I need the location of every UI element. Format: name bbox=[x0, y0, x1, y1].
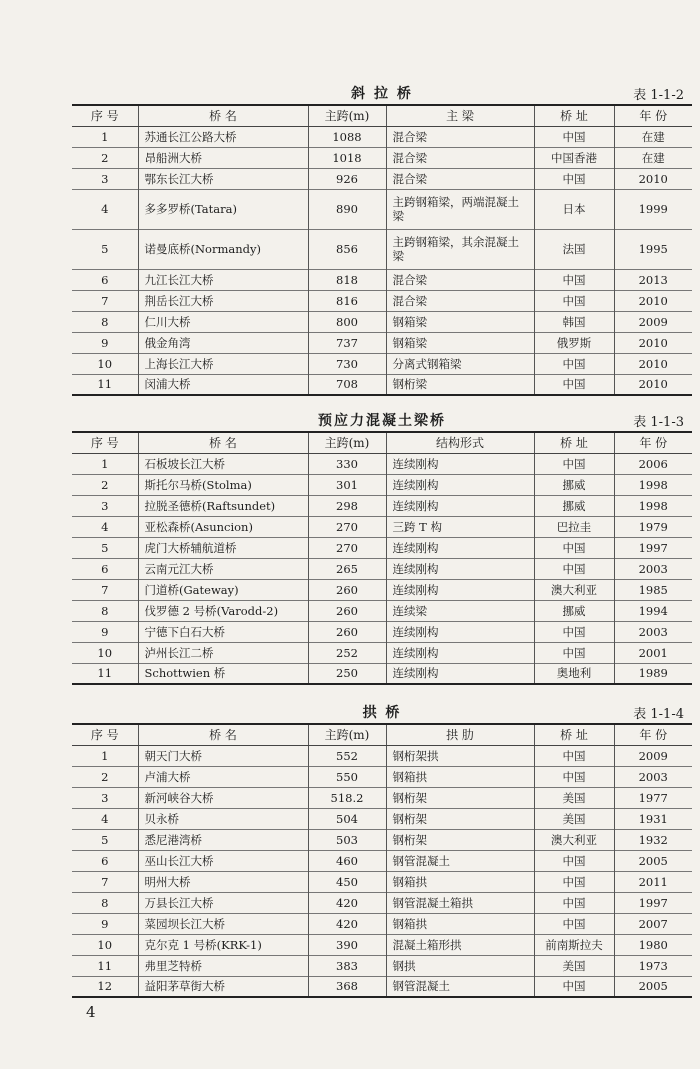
table-cell: 1994 bbox=[614, 600, 692, 621]
table-cell: 2 bbox=[72, 147, 138, 168]
table-cell: 钢管混凝土 bbox=[386, 976, 534, 997]
table-cell: 中国 bbox=[534, 621, 614, 642]
table-row bbox=[72, 537, 692, 558]
table-cell: 9 bbox=[72, 913, 138, 934]
table-cell: 连续梁 bbox=[386, 600, 534, 621]
table-cell: 4 bbox=[72, 516, 138, 537]
table-cell: 中国 bbox=[534, 892, 614, 913]
table-cell: 伐罗德 2 号桥(Varodd-2) bbox=[138, 600, 308, 621]
table-cell: 2 bbox=[72, 766, 138, 787]
table-cell: 1979 bbox=[614, 516, 692, 537]
table-section-cable-stayed bbox=[72, 78, 692, 396]
table-cell: 1088 bbox=[308, 126, 386, 147]
table-cell: 2005 bbox=[614, 850, 692, 871]
table-cell: 252 bbox=[308, 642, 386, 663]
table-cell: 亚松森桥(Asuncion) bbox=[138, 516, 308, 537]
table-cell: 1 bbox=[72, 745, 138, 766]
col-header: 年 份 bbox=[614, 724, 692, 745]
table-cell: 420 bbox=[308, 913, 386, 934]
table-cell: 1973 bbox=[614, 955, 692, 976]
table-title: 斜 拉 桥 bbox=[351, 86, 413, 102]
table-cell: 10 bbox=[72, 642, 138, 663]
table-cell: 2 bbox=[72, 474, 138, 495]
table-row bbox=[72, 934, 692, 955]
table-row bbox=[72, 474, 692, 495]
table-row bbox=[72, 766, 692, 787]
table-cell: 中国 bbox=[534, 913, 614, 934]
table-cell: 钢管混凝土 bbox=[386, 850, 534, 871]
table-cell: 连续刚构 bbox=[386, 495, 534, 516]
table-cell: 1998 bbox=[614, 495, 692, 516]
table-cell: 260 bbox=[308, 621, 386, 642]
table-row bbox=[72, 168, 692, 189]
table-cell: 6 bbox=[72, 558, 138, 579]
table-cell: 9 bbox=[72, 332, 138, 353]
table-cell: 5 bbox=[72, 829, 138, 850]
col-header: 序 号 bbox=[72, 105, 138, 126]
table-cell: 混凝土箱形拱 bbox=[386, 934, 534, 955]
table-label: 表 1-1-2 bbox=[633, 88, 684, 103]
table-cell: 巴拉圭 bbox=[534, 516, 614, 537]
table-cell: 分离式钢箱梁 bbox=[386, 353, 534, 374]
table-cell: 11 bbox=[72, 374, 138, 395]
table-cell: 460 bbox=[308, 850, 386, 871]
table-row bbox=[72, 829, 692, 850]
table-cell: 6 bbox=[72, 850, 138, 871]
table-cell: 钢桁架 bbox=[386, 787, 534, 808]
table-cell: 1977 bbox=[614, 787, 692, 808]
table-cell: 1997 bbox=[614, 537, 692, 558]
table-cell: 265 bbox=[308, 558, 386, 579]
table-header bbox=[72, 405, 692, 431]
table-cell: 800 bbox=[308, 311, 386, 332]
prestressed-concrete-bridge-table bbox=[72, 431, 692, 685]
table-row bbox=[72, 558, 692, 579]
col-header: 序 号 bbox=[72, 432, 138, 453]
table-cell: 12 bbox=[72, 976, 138, 997]
table-cell: 弗里芝特桥 bbox=[138, 955, 308, 976]
table-cell: 301 bbox=[308, 474, 386, 495]
table-row bbox=[72, 871, 692, 892]
table-cell: 11 bbox=[72, 663, 138, 684]
table-cell: 1985 bbox=[614, 579, 692, 600]
table-cell: 混合梁 bbox=[386, 168, 534, 189]
table-cell: 虎门大桥辅航道桥 bbox=[138, 537, 308, 558]
table-row bbox=[72, 663, 692, 684]
table-cell: 美国 bbox=[534, 808, 614, 829]
table-cell: 420 bbox=[308, 892, 386, 913]
table-title: 预应力混凝土梁桥 bbox=[318, 413, 446, 429]
table-cell: 2010 bbox=[614, 290, 692, 311]
table-cell: 连续刚构 bbox=[386, 642, 534, 663]
table-row bbox=[72, 642, 692, 663]
table-cell: 1999 bbox=[614, 189, 692, 229]
table-row bbox=[72, 229, 692, 269]
table-cell: 7 bbox=[72, 290, 138, 311]
table-header bbox=[72, 697, 692, 723]
table-row bbox=[72, 808, 692, 829]
table-cell: 816 bbox=[308, 290, 386, 311]
table-cell: 中国 bbox=[534, 871, 614, 892]
table-cell: 前南斯拉夫 bbox=[534, 934, 614, 955]
table-cell: 拉脱圣德桥(Raftsundet) bbox=[138, 495, 308, 516]
table-cell: 朝天门大桥 bbox=[138, 745, 308, 766]
table-cell: 菜园坝长江大桥 bbox=[138, 913, 308, 934]
col-header: 拱 肋 bbox=[386, 724, 534, 745]
arch-bridge-table bbox=[72, 723, 692, 998]
table-cell: Schottwien 桥 bbox=[138, 663, 308, 684]
table-cell: 2010 bbox=[614, 353, 692, 374]
table-cell: 1018 bbox=[308, 147, 386, 168]
table-row bbox=[72, 126, 692, 147]
table-row bbox=[72, 579, 692, 600]
table-cell: 钢箱拱 bbox=[386, 766, 534, 787]
table-cell: 九江长江大桥 bbox=[138, 269, 308, 290]
table-cell: 2005 bbox=[614, 976, 692, 997]
table-cell: 钢桁架 bbox=[386, 829, 534, 850]
table-cell: 1997 bbox=[614, 892, 692, 913]
table-cell: 504 bbox=[308, 808, 386, 829]
table-cell: 俄罗斯 bbox=[534, 332, 614, 353]
col-header: 结构形式 bbox=[386, 432, 534, 453]
table-row bbox=[72, 955, 692, 976]
table-row bbox=[72, 290, 692, 311]
table-cell: 450 bbox=[308, 871, 386, 892]
col-header: 桥 名 bbox=[138, 105, 308, 126]
table-cell: 3 bbox=[72, 168, 138, 189]
table-cell: 连续刚构 bbox=[386, 579, 534, 600]
table-row bbox=[72, 850, 692, 871]
table-cell: 503 bbox=[308, 829, 386, 850]
table-row bbox=[72, 453, 692, 474]
table-cell: 708 bbox=[308, 374, 386, 395]
table-cell: 中国 bbox=[534, 290, 614, 311]
table-cell: 奥地利 bbox=[534, 663, 614, 684]
table-cell: 550 bbox=[308, 766, 386, 787]
table-cell: 9 bbox=[72, 621, 138, 642]
table-cell: 2010 bbox=[614, 168, 692, 189]
table-label: 表 1-1-4 bbox=[633, 707, 684, 722]
table-cell: 2009 bbox=[614, 745, 692, 766]
col-header: 桥 名 bbox=[138, 724, 308, 745]
table-cell: 8 bbox=[72, 892, 138, 913]
table-header bbox=[72, 78, 692, 104]
col-header: 主跨(m) bbox=[308, 105, 386, 126]
table-row bbox=[72, 913, 692, 934]
table-cell: 钢箱拱 bbox=[386, 871, 534, 892]
table-cell: 钢桁架拱 bbox=[386, 745, 534, 766]
table-cell: 298 bbox=[308, 495, 386, 516]
table-cell: 270 bbox=[308, 537, 386, 558]
col-header: 桥 名 bbox=[138, 432, 308, 453]
table-cell: 2009 bbox=[614, 311, 692, 332]
col-header: 年 份 bbox=[614, 105, 692, 126]
table-body bbox=[72, 126, 692, 395]
table-row bbox=[72, 621, 692, 642]
table-cell: 连续刚构 bbox=[386, 663, 534, 684]
table-cell: 6 bbox=[72, 269, 138, 290]
table-cell: 2006 bbox=[614, 453, 692, 474]
table-section-prestressed bbox=[72, 405, 692, 685]
cable-stayed-bridge-table bbox=[72, 104, 692, 396]
table-cell: 1998 bbox=[614, 474, 692, 495]
header-row bbox=[72, 432, 692, 453]
table-row bbox=[72, 189, 692, 229]
table-section-arch bbox=[72, 697, 692, 998]
table-cell: 钢箱拱 bbox=[386, 913, 534, 934]
table-cell: 诺曼底桥(Normandy) bbox=[138, 229, 308, 269]
table-cell: 鄂东长江大桥 bbox=[138, 168, 308, 189]
table-cell: 中国香港 bbox=[534, 147, 614, 168]
table-cell: 1931 bbox=[614, 808, 692, 829]
table-body bbox=[72, 453, 692, 684]
table-cell: 在建 bbox=[614, 126, 692, 147]
table-cell: 克尔克 1 号桥(KRK-1) bbox=[138, 934, 308, 955]
table-cell: 中国 bbox=[534, 353, 614, 374]
table-cell: 中国 bbox=[534, 976, 614, 997]
table-cell: 中国 bbox=[534, 766, 614, 787]
table-cell: 苏通长江公路大桥 bbox=[138, 126, 308, 147]
table-label: 表 1-1-3 bbox=[633, 415, 684, 430]
table-cell: 韩国 bbox=[534, 311, 614, 332]
table-cell: 石板坡长江大桥 bbox=[138, 453, 308, 474]
table-cell: 美国 bbox=[534, 787, 614, 808]
table-cell: 10 bbox=[72, 934, 138, 955]
table-cell: 连续刚构 bbox=[386, 621, 534, 642]
table-cell: 260 bbox=[308, 579, 386, 600]
table-cell: 挪威 bbox=[534, 474, 614, 495]
table-cell: 巫山长江大桥 bbox=[138, 850, 308, 871]
table-row bbox=[72, 269, 692, 290]
table-cell: 3 bbox=[72, 787, 138, 808]
table-cell: 钢箱梁 bbox=[386, 332, 534, 353]
table-row bbox=[72, 745, 692, 766]
table-cell: 260 bbox=[308, 600, 386, 621]
table-cell: 澳大利亚 bbox=[534, 579, 614, 600]
table-cell: 2010 bbox=[614, 332, 692, 353]
table-cell: 贝永桥 bbox=[138, 808, 308, 829]
table-cell: 主跨钢箱梁，其余混凝土梁 bbox=[386, 229, 534, 269]
table-row bbox=[72, 600, 692, 621]
table-cell: 荆岳长江大桥 bbox=[138, 290, 308, 311]
table-cell: 890 bbox=[308, 189, 386, 229]
col-header: 桥 址 bbox=[534, 432, 614, 453]
table-cell: 连续刚构 bbox=[386, 537, 534, 558]
table-cell: 闵浦大桥 bbox=[138, 374, 308, 395]
table-cell: 连续刚构 bbox=[386, 558, 534, 579]
table-cell: 3 bbox=[72, 495, 138, 516]
table-cell: 10 bbox=[72, 353, 138, 374]
table-cell: 中国 bbox=[534, 558, 614, 579]
table-cell: 8 bbox=[72, 311, 138, 332]
table-cell: 4 bbox=[72, 189, 138, 229]
table-cell: 1980 bbox=[614, 934, 692, 955]
table-cell: 1932 bbox=[614, 829, 692, 850]
table-cell: 中国 bbox=[534, 168, 614, 189]
header-row bbox=[72, 105, 692, 126]
table-cell: 挪威 bbox=[534, 600, 614, 621]
table-cell: 万县长江大桥 bbox=[138, 892, 308, 913]
header-row bbox=[72, 724, 692, 745]
table-cell: 中国 bbox=[534, 269, 614, 290]
table-cell: 钢桁梁 bbox=[386, 374, 534, 395]
table-cell: 270 bbox=[308, 516, 386, 537]
col-header: 桥 址 bbox=[534, 724, 614, 745]
table-cell: 云南元江大桥 bbox=[138, 558, 308, 579]
table-cell: 俄金角湾 bbox=[138, 332, 308, 353]
table-cell: 钢拱 bbox=[386, 955, 534, 976]
table-cell: 368 bbox=[308, 976, 386, 997]
table-cell: 中国 bbox=[534, 745, 614, 766]
table-cell: 新河峡谷大桥 bbox=[138, 787, 308, 808]
col-header: 主 梁 bbox=[386, 105, 534, 126]
table-cell: 1995 bbox=[614, 229, 692, 269]
col-header: 序 号 bbox=[72, 724, 138, 745]
table-cell: 5 bbox=[72, 537, 138, 558]
table-cell: 2003 bbox=[614, 766, 692, 787]
table-cell: 混合梁 bbox=[386, 126, 534, 147]
table-cell: 悉尼港湾桥 bbox=[138, 829, 308, 850]
table-cell: 斯托尔马桥(Stolma) bbox=[138, 474, 308, 495]
table-cell: 三跨 T 构 bbox=[386, 516, 534, 537]
col-header: 主跨(m) bbox=[308, 724, 386, 745]
table-cell: 挪威 bbox=[534, 495, 614, 516]
table-cell: 仁川大桥 bbox=[138, 311, 308, 332]
table-cell: 多多罗桥(Tatara) bbox=[138, 189, 308, 229]
col-header: 主跨(m) bbox=[308, 432, 386, 453]
table-cell: 在建 bbox=[614, 147, 692, 168]
table-cell: 1 bbox=[72, 453, 138, 474]
table-cell: 2003 bbox=[614, 558, 692, 579]
table-cell: 门道桥(Gateway) bbox=[138, 579, 308, 600]
table-cell: 2013 bbox=[614, 269, 692, 290]
table-cell: 11 bbox=[72, 955, 138, 976]
table-cell: 552 bbox=[308, 745, 386, 766]
col-header: 年 份 bbox=[614, 432, 692, 453]
page-number: 4 bbox=[86, 1003, 96, 1021]
table-cell: 明州大桥 bbox=[138, 871, 308, 892]
table-cell: 钢管混凝土箱拱 bbox=[386, 892, 534, 913]
table-cell: 2001 bbox=[614, 642, 692, 663]
table-row bbox=[72, 332, 692, 353]
table-cell: 1989 bbox=[614, 663, 692, 684]
table-row bbox=[72, 353, 692, 374]
table-cell: 2011 bbox=[614, 871, 692, 892]
table-cell: 926 bbox=[308, 168, 386, 189]
table-cell: 2010 bbox=[614, 374, 692, 395]
table-cell: 中国 bbox=[534, 642, 614, 663]
table-cell: 连续刚构 bbox=[386, 474, 534, 495]
table-cell: 宁德下白石大桥 bbox=[138, 621, 308, 642]
col-header: 桥 址 bbox=[534, 105, 614, 126]
table-row bbox=[72, 892, 692, 913]
table-cell: 法国 bbox=[534, 229, 614, 269]
table-cell: 818 bbox=[308, 269, 386, 290]
table-cell: 5 bbox=[72, 229, 138, 269]
table-cell: 中国 bbox=[534, 126, 614, 147]
table-row bbox=[72, 374, 692, 395]
table-cell: 昂船洲大桥 bbox=[138, 147, 308, 168]
table-cell: 卢浦大桥 bbox=[138, 766, 308, 787]
table-row bbox=[72, 495, 692, 516]
table-cell: 2007 bbox=[614, 913, 692, 934]
table-cell: 4 bbox=[72, 808, 138, 829]
table-cell: 美国 bbox=[534, 955, 614, 976]
table-row bbox=[72, 311, 692, 332]
table-cell: 泸州长江二桥 bbox=[138, 642, 308, 663]
table-cell: 连续刚构 bbox=[386, 453, 534, 474]
table-cell: 383 bbox=[308, 955, 386, 976]
table-cell: 330 bbox=[308, 453, 386, 474]
table-cell: 益阳茅草街大桥 bbox=[138, 976, 308, 997]
table-cell: 856 bbox=[308, 229, 386, 269]
table-cell: 钢桁架 bbox=[386, 808, 534, 829]
table-cell: 钢箱梁 bbox=[386, 311, 534, 332]
table-cell: 中国 bbox=[534, 453, 614, 474]
table-cell: 混合梁 bbox=[386, 290, 534, 311]
table-title: 拱 桥 bbox=[362, 705, 402, 721]
table-cell: 8 bbox=[72, 600, 138, 621]
table-cell: 日本 bbox=[534, 189, 614, 229]
table-cell: 2003 bbox=[614, 621, 692, 642]
table-body bbox=[72, 745, 692, 997]
table-cell: 1 bbox=[72, 126, 138, 147]
table-cell: 中国 bbox=[534, 537, 614, 558]
table-cell: 250 bbox=[308, 663, 386, 684]
table-cell: 737 bbox=[308, 332, 386, 353]
table-cell: 混合梁 bbox=[386, 147, 534, 168]
table-cell: 390 bbox=[308, 934, 386, 955]
table-cell: 混合梁 bbox=[386, 269, 534, 290]
table-row bbox=[72, 976, 692, 997]
table-cell: 7 bbox=[72, 579, 138, 600]
table-row bbox=[72, 147, 692, 168]
table-cell: 730 bbox=[308, 353, 386, 374]
table-row bbox=[72, 516, 692, 537]
table-cell: 主跨钢箱梁，两端混凝土梁 bbox=[386, 189, 534, 229]
table-cell: 上海长江大桥 bbox=[138, 353, 308, 374]
table-cell: 中国 bbox=[534, 850, 614, 871]
table-row bbox=[72, 787, 692, 808]
table-cell: 7 bbox=[72, 871, 138, 892]
table-cell: 518.2 bbox=[308, 787, 386, 808]
table-cell: 中国 bbox=[534, 374, 614, 395]
table-cell: 澳大利亚 bbox=[534, 829, 614, 850]
